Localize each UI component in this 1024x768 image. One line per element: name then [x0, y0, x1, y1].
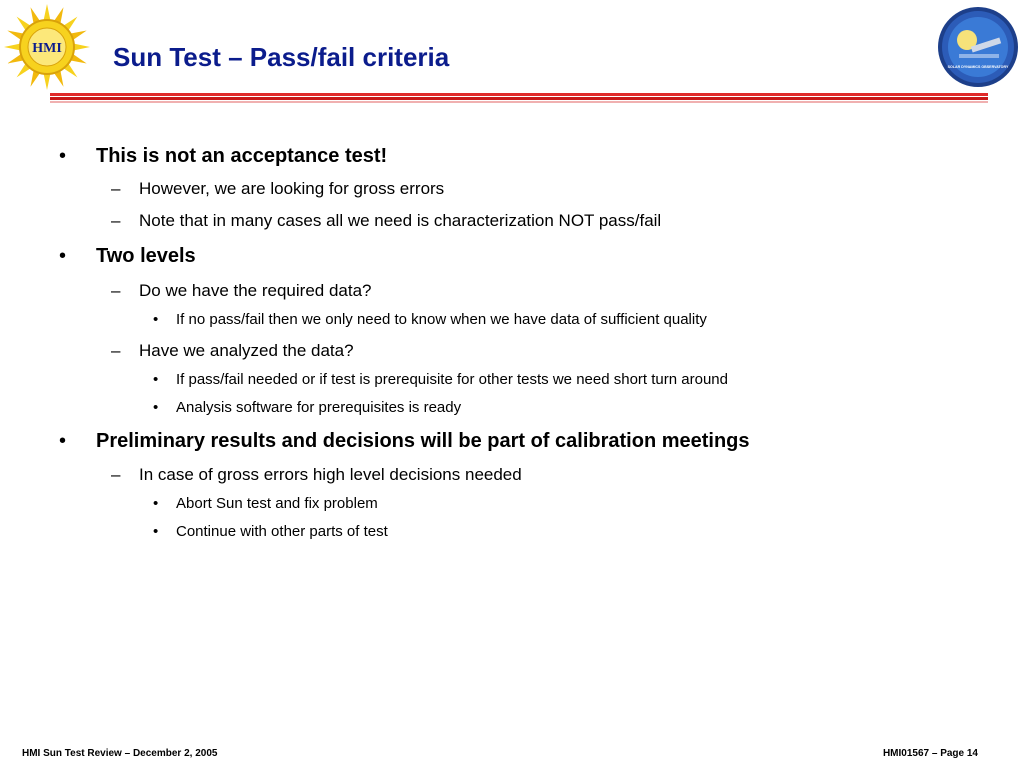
- sub-bullet-item: – However, we are looking for gross errors: [111, 179, 445, 198]
- bullet-item: • Two levels: [59, 245, 196, 267]
- bullet-text: Two levels: [96, 245, 196, 267]
- sub-sub-bullet-item: • If pass/fail needed or if test is prerequisite for other tests we need short turn around: [153, 371, 728, 388]
- sub-sub-bullet-text: If pass/fail needed or if test is prerequisite for other tests we need short turn around: [176, 371, 728, 388]
- sub-bullet-text: Do we have the required data?: [139, 281, 372, 300]
- bullet-text: This is not an acceptance test!: [96, 145, 388, 167]
- sub-bullet-item: – In case of gross errors high level decisions needed: [111, 465, 522, 484]
- sub-bullet-item: – Note that in many cases all we need is characterization NOT pass/fail: [111, 211, 662, 230]
- sub-sub-bullet-text: If no pass/fail then we only need to know when we have data of sufficient quality: [176, 311, 707, 328]
- sub-sub-bullet-text: Abort Sun test and fix problem: [176, 495, 378, 512]
- sub-bullet-text: In case of gross errors high level decisions needed: [139, 465, 522, 484]
- sub-bullet-item: – Do we have the required data?: [111, 281, 372, 300]
- sub-bullet-item: – Have we analyzed the data?: [111, 341, 354, 360]
- bullet-item: • Preliminary results and decisions will be part of calibration meetings: [59, 430, 750, 452]
- sub-sub-bullet-item: • Analysis software for prerequisites is ready: [153, 399, 462, 416]
- footer-event: HMI Sun Test Review – December 2, 2005: [22, 748, 218, 759]
- sub-sub-bullet-text: Analysis software for prerequisites is ready: [176, 399, 462, 416]
- sdo-logo-text: SOLAR DYNAMICS OBSERVATORY: [947, 65, 1009, 69]
- sub-sub-bullet-text: Continue with other parts of test: [176, 523, 388, 540]
- sub-bullet-text: However, we are looking for gross errors: [139, 179, 445, 198]
- sub-sub-bullet-item: • Abort Sun test and fix problem: [153, 495, 378, 512]
- sub-sub-bullet-item: • Continue with other parts of test: [153, 523, 388, 540]
- bullet-item: • This is not an acceptance test!: [59, 145, 388, 167]
- sub-bullet-text: Note that in many cases all we need is characterization NOT pass/fail: [139, 211, 662, 230]
- sub-sub-bullet-item: • If no pass/fail then we only need to know when we have data of sufficient quality: [153, 311, 707, 328]
- sub-bullet-text: Have we analyzed the data?: [139, 341, 354, 360]
- hmi-logo-text: HMI: [32, 41, 62, 56]
- footer-page-number: HMI01567 – Page 14: [882, 748, 978, 759]
- slide-title: Sun Test – Pass/fail criteria: [113, 42, 450, 72]
- bullet-text: Preliminary results and decisions will be part of calibration meetings: [96, 430, 750, 452]
